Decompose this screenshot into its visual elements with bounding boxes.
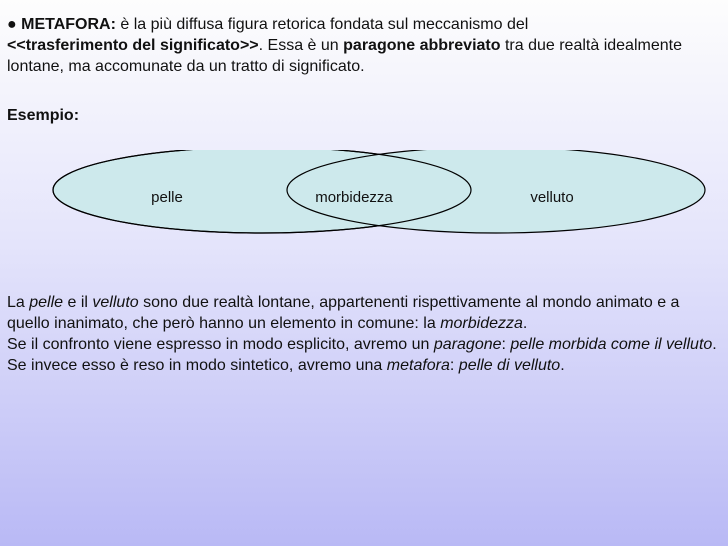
highlight-paragone-abbreviato: paragone abbreviato [343,37,501,54]
example-metafora: pelle di velluto [458,357,561,374]
label-pelle: pelle [151,189,183,206]
text-sintetico: . Se invece esso è reso in modo sintetico, avremo una [7,336,717,374]
definition-text-3: tra due realtà idealmente lontane, ma accomunate da un tratto di significato. [7,37,682,75]
word-morbidezza: morbidezza [440,315,523,332]
term-metafora: METAFORA: [21,16,116,33]
text-final-period: . [560,357,565,374]
text-colon-1: : [501,336,511,353]
concept-trasferimento: <<trasferimento del significato>> [7,37,259,54]
definition-text-2: . Essa è un [258,37,344,54]
word-pelle: pelle [29,294,64,311]
bullet: ● [7,16,17,33]
text-realta: sono due realtà lontane, appartenenti rispettivamente al mondo animato e a quello inanimato, che però hanno un elemento in comune: la [7,294,680,332]
example-paragone: pelle morbida come il velluto [510,336,713,353]
text-e-il: e il [63,294,93,311]
definition-paragraph [7,14,719,77]
text-confronto: Se il confronto viene espresso in modo esplicito, avremo un [7,336,434,353]
definition-text-1: è la più diffusa figura retorica fondata sul meccanismo del [115,16,529,33]
explanation-paragraph [7,292,719,376]
word-metafora: metafora [386,357,450,374]
text-colon-2: : [449,357,459,374]
label-morbidezza: morbidezza [315,189,393,206]
example-label: Esempio: [7,107,80,124]
word-velluto: velluto [92,294,139,311]
text-la: La [7,294,30,311]
text-period: . [522,315,528,332]
label-velluto: velluto [530,189,574,206]
venn-diagram [0,150,728,250]
word-paragone: paragone [433,336,502,353]
